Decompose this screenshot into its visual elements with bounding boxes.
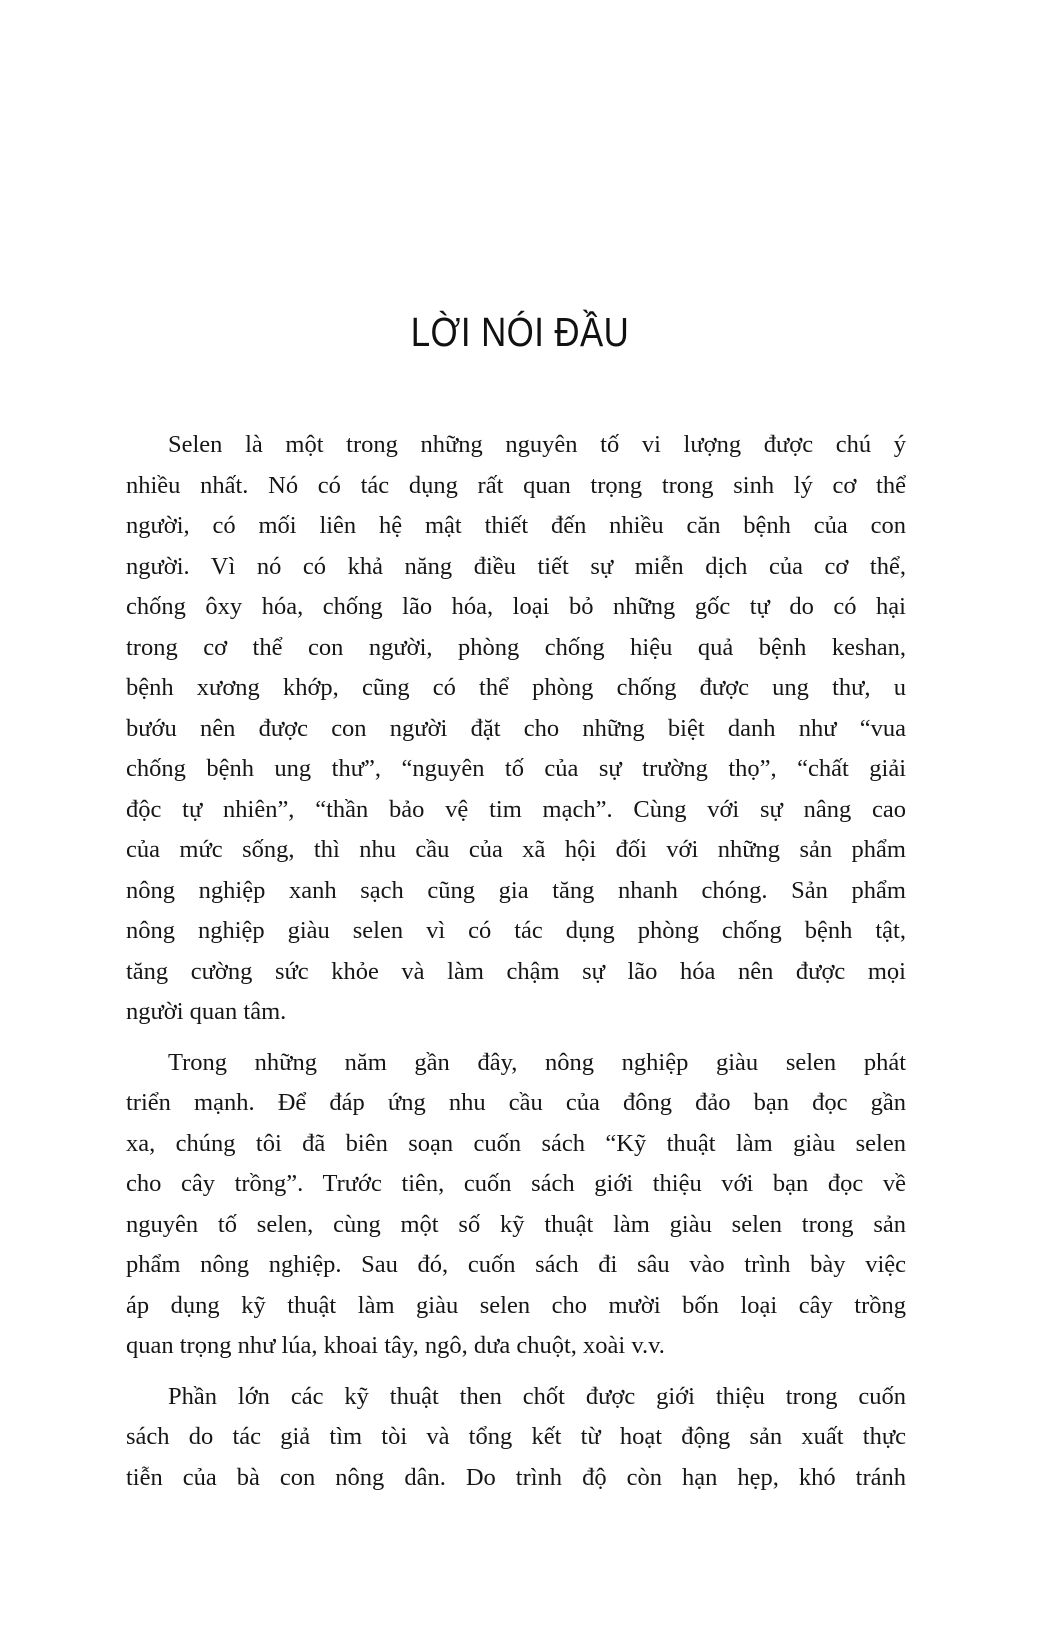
text-line: xa, chúng tôi đã biên soạn cuốn sách “Kỹ thuật làm giàu selen [126, 1129, 906, 1157]
text-line: triển mạnh. Để đáp ứng nhu cầu của đông đảo bạn đọc gần [126, 1089, 906, 1116]
text-line: bướu nên được con người đặt cho những biệt danh như “vua [126, 714, 906, 742]
text-line: Selen là một trong những nguyên tố vi lượng được chú ý [168, 431, 906, 458]
text-line: áp dụng kỹ thuật làm giàu selen cho mười bốn loại cây trồng [126, 1291, 906, 1319]
paragraph [126, 1377, 906, 1499]
text-line: sách do tác giả tìm tòi và tổng kết từ hoạt động sản xuất thực [126, 1423, 906, 1450]
text-line: Trong những năm gần đây, nông nghiệp giàu selen phát [168, 1048, 906, 1076]
text-line: quan trọng như lúa, khoai tây, ngô, dưa chuột, xoài v.v. [126, 1332, 665, 1359]
text-line: nhiều nhất. Nó có tác dụng rất quan trọng trong sinh lý cơ thể [126, 471, 906, 499]
text-line: trong cơ thể con người, phòng chống hiệu quả bệnh keshan, [126, 633, 906, 661]
text-line: chống bệnh ung thư”, “nguyên tố của sự trường thọ”, “chất giải [126, 755, 906, 782]
text-line: nông nghiệp xanh sạch cũng gia tăng nhanh chóng. Sản phẩm [126, 876, 906, 904]
text-line: của mức sống, thì nhu cầu của xã hội đối với những sản phẩm [126, 836, 906, 863]
document-body [126, 425, 906, 1498]
text-line: cho cây trồng”. Trước tiên, cuốn sách giới thiệu với bạn đọc về [126, 1170, 906, 1197]
text-line: người, có mối liên hệ mật thiết đến nhiều căn bệnh của con [126, 512, 906, 539]
text-line: tăng cường sức khỏe và làm chậm sự lão hóa nên được mọi [126, 957, 906, 985]
text-line: tiễn của bà con nông dân. Do trình độ còn hạn hẹp, khó tránh [126, 1463, 906, 1491]
text-line: bệnh xương khớp, cũng có thể phòng chống được ung thư, u [126, 674, 906, 701]
text-line: Phần lớn các kỹ thuật then chốt được giới thiệu trong cuốn [168, 1382, 906, 1410]
text-line: người. Vì nó có khả năng điều tiết sự miễn dịch của cơ thể, [126, 552, 906, 580]
text-line: chống ôxy hóa, chống lão hóa, loại bỏ những gốc tự do có hại [126, 593, 906, 620]
text-line: độc tự nhiên”, “thần bảo vệ tim mạch”. Cùng với sự nâng cao [126, 795, 906, 823]
text-line: phẩm nông nghiệp. Sau đó, cuốn sách đi sâu vào trình bày việc [126, 1251, 906, 1278]
text-line: nông nghiệp giàu selen vì có tác dụng phòng chống bệnh tật, [126, 917, 906, 944]
paragraph [126, 1043, 906, 1367]
paragraph [126, 425, 906, 1033]
text-line: nguyên tố selen, cùng một số kỹ thuật làm giàu selen trong sản [126, 1210, 906, 1238]
page-title: LỜI NÓI ĐẦU [410, 309, 630, 355]
text-line: người quan tâm. [126, 998, 287, 1025]
